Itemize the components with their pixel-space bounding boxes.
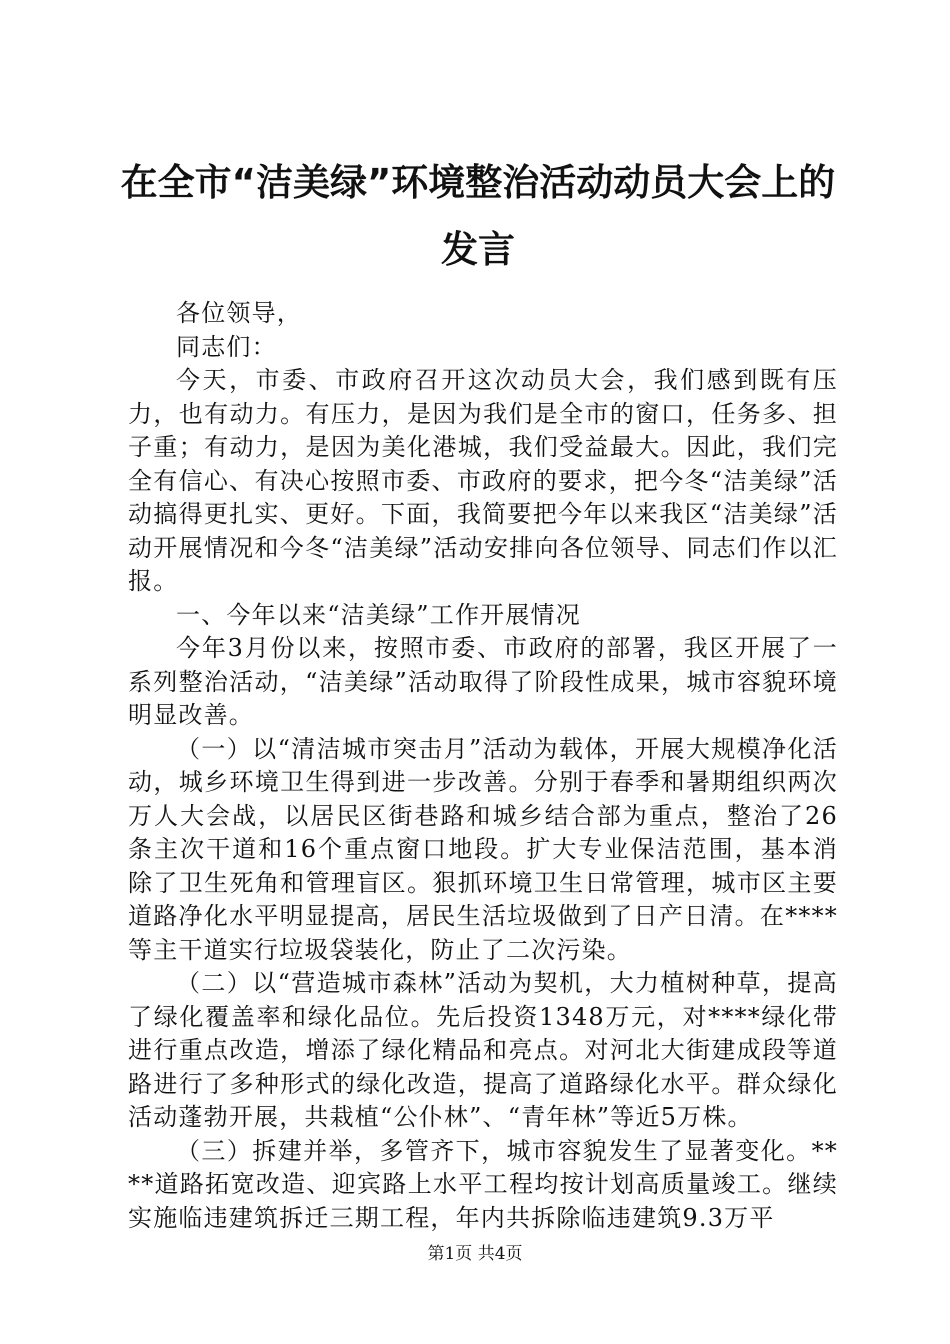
section-heading-1: 一、今年以来“洁美绿”工作开展情况 <box>176 600 581 629</box>
document-title-line-1: 在全市“洁美绿”环境整治活动动员大会上的 <box>120 161 836 204</box>
paragraph-intro: 今天，市委、市政府召开这次动员大会，我们感到既有压力，也有动力。有压力，是因为我们是全市的窗口，任务多、担子重；有动力，是因为美化港城，我们受益最大。因此，我们完全有信心、有决心按照市委、市政府的要求，把今冬“洁美绿”活动搞得更扎实、更好。下面，我简要把今年以来我区“洁美绿”活动开展情况和今冬“洁美绿”活动安排向各位领导、同志们作以汇报。 <box>128 366 838 595</box>
paragraph-item-3: （三）拆建并举，多管齐下，城市容貌发生了显著变化。****道路拓宽改造、迎宾路上水平工程均按计划高质量竣工。继续实施临违建筑拆迁三期工程，年内共拆除临违建筑9.3万平 <box>128 1136 838 1232</box>
paragraph-overview: 今年3月份以来，按照市委、市政府的部署，我区开展了一系列整治活动，“洁美绿”活动取得了阶段性成果，城市容貌环境明显改善。 <box>128 634 838 729</box>
salutation-leaders: 各位领导， <box>176 299 302 327</box>
document-body <box>128 297 838 1235</box>
page-footer: 第1页 共4页 <box>427 1244 523 1264</box>
document-title-line-2: 发言 <box>441 228 515 271</box>
paragraph-item-2: （二）以“营造城市森林”活动为契机，大力植树种草，提高了绿化覆盖率和绿化品位。先后投资1348万元，对****绿化带进行重点改造，增添了绿化精品和亮点。对河北大街建成段等道路进行了多种形式的绿化改造，提高了道路绿化水平。群众绿化活动蓬勃开展，共栽植“公仆林”、“青年林”等近5万株。 <box>128 969 838 1131</box>
paragraph-item-1: （一）以“清洁城市突击月”活动为载体，开展大规模净化活动，城乡环境卫生得到进一步改善。分别于春季和暑期组织两次万人大会战，以居民区街巷路和城乡结合部为重点，整治了26条主次干道和16个重点窗口地段。扩大专业保洁范围，基本消除了卫生死角和管理盲区。狠抓环境卫生日常管理，城市区主要道路净化水平明显提高，居民生活垃圾做到了日产日清。在****等主干道实行垃圾袋装化，防止了二次污染。 <box>128 734 838 964</box>
salutation-comrades: 同志们： <box>176 332 277 361</box>
